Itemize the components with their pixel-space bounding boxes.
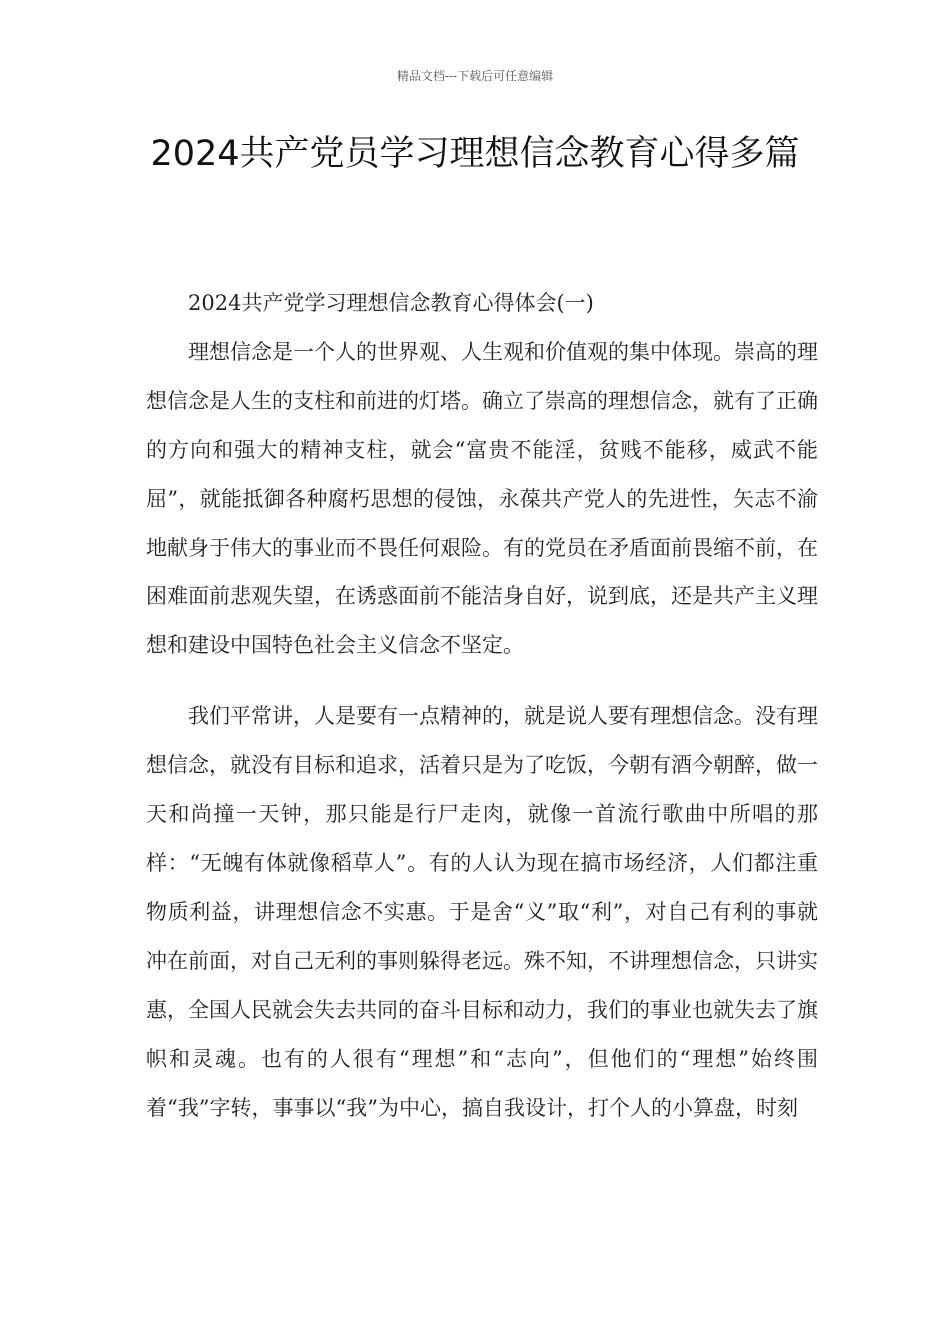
paragraph-1: 理想信念是一个人的世界观、人生观和价值观的集中体现。崇高的理想信念是人生的支柱和前进的灯塔。确立了崇高的理想信念，就有了正确的方向和强大的精神支柱，就会“富贵不能淫，贫贱不能移，威武不能屈”，就能抵御各种腐朽思想的侵蚀，永葆共产党人的先进性，矢志不渝地献身于伟大的事业而不畏任何艰险。有的党员在矛盾面前畏缩不前，在困难面前悲观失望，在诱惑面前不能洁身自好，说到底，还是共产主义理想和建设中国特色社会主义信念不坚定。 — [146, 339, 818, 658]
header-note: 精品文档---下载后可任意编辑 — [396, 69, 554, 83]
paragraph-2: 我们平常讲，人是要有一点精神的，就是说人要有理想信念。没有理想信念，就没有目标和追求，活着只是为了吃饭，今朝有酒今朝醉，做一天和尚撞一天钟，那只能是行尸走肉，就像一首流行歌曲中所唱的那样：“无魄有体就像稻草人”。有的人认为现在搞市场经济，人们都注重物质利益，讲理想信念不实惠。于是舍“义”取“利”，对自己有利的事就冲在前面，对自己无利的事则躲得老远。殊不知，不讲理想信念，只讲实惠，全国人民就会失去共同的奋斗目标和动力，我们的事业也就失去了旗帜和灵魂。也有的人很有“理想”和“志向”，但他们的“理想”始终围着“我”字转，事事以“我”为中心，搞自我设计，打个人的小算盘，时刻 — [146, 704, 818, 1120]
document-body — [146, 279, 818, 1132]
section-subheading: 2024共产党学习理想信念教育心得体会(一) — [188, 291, 594, 315]
document-title: 2024共产党员学习理想信念教育心得多篇 — [150, 134, 800, 174]
